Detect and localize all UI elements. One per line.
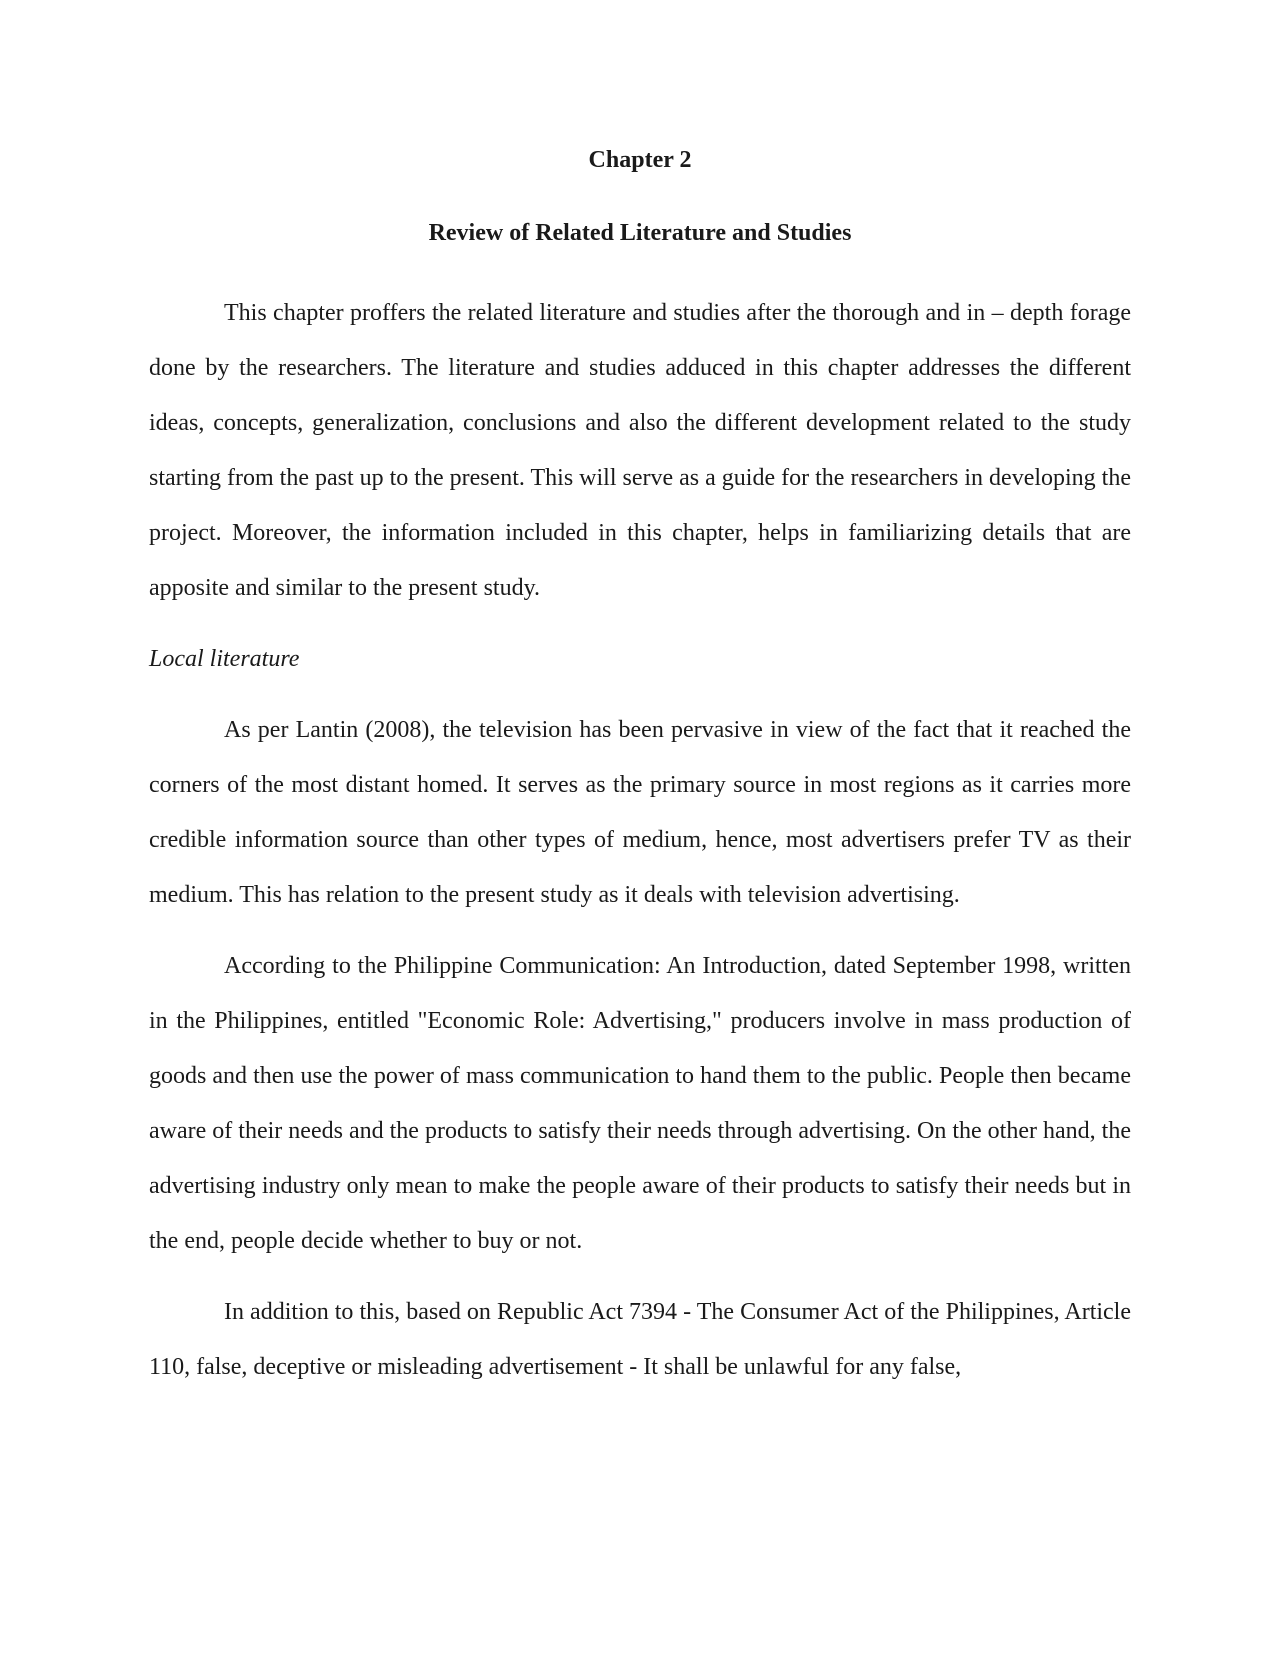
- chapter-label: Chapter 2: [588, 147, 692, 173]
- paragraph-philippine-communication: According to the Philippine Communication: An Introduction, dated September 1998, written in the Philippines, entitled "Economic Role: Advertising," producers involve in mass production of goods and then use the power of mass communication to hand them to the public. People then became aware of their needs and the products to satisfy their needs through advertising. On the other hand, the advertising industry only mean to make the people aware of their products to satisfy their needs but in the end, people decide whether to buy or not.: [149, 953, 1131, 1254]
- paragraph-lantin: As per Lantin (2008), the television has been pervasive in view of the fact that it reached the corners of the most distant homed. It serves as the primary source in most regions as it carries more credible information source than other types of medium, hence, most advertisers prefer TV as their medium. This has relation to the present study as it deals with television advertising.: [149, 717, 1131, 908]
- chapter-title: Review of Related Literature and Studies: [428, 220, 852, 246]
- intro-paragraph: This chapter proffers the related literature and studies after the thorough and in – depth forage done by the researchers. The literature and studies adduced in this chapter addresses the different ideas, concepts, generalization, conclusions and also the different development related to the study starting from the past up to the present. This will serve as a guide for the researchers in developing the project. Moreover, the information included in this chapter, helps in familiarizing details that are apposite and similar to the present study.: [149, 300, 1131, 601]
- section-heading-local-literature: Local literature: [149, 646, 300, 672]
- page-content: [149, 145, 1131, 1411]
- paragraph-consumer-act: In addition to this, based on Republic Act 7394 - The Consumer Act of the Philippines, Article 110, false, deceptive or misleading advertisement - It shall be unlawful for any false,: [149, 1299, 1131, 1380]
